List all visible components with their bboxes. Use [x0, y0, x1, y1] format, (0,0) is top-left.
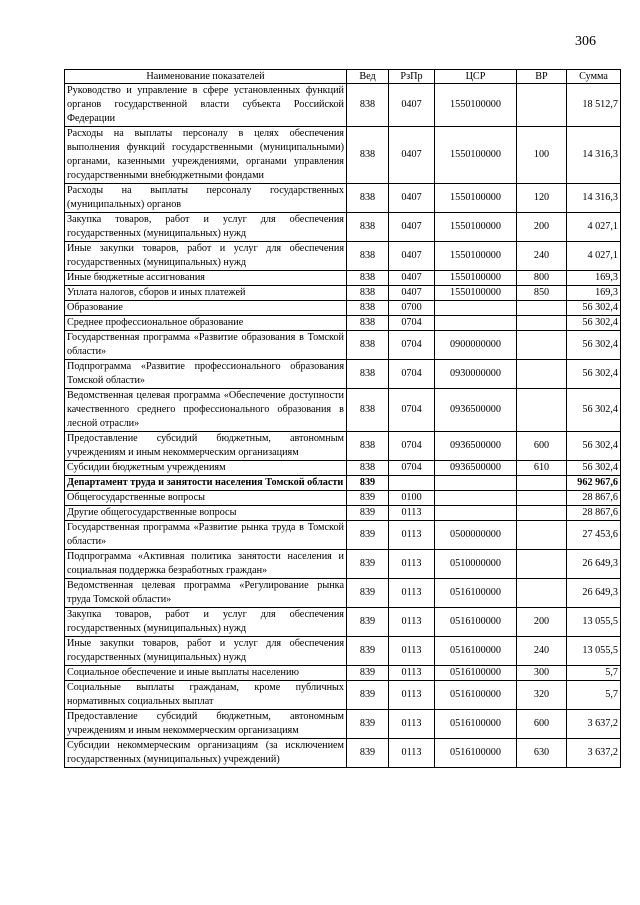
cell-sum: 13 055,5 — [567, 637, 621, 666]
cell-sum: 962 967,6 — [567, 476, 621, 491]
cell-name: Иные закупки товаров, работ и услуг для обеспечения государственных (муниципальных) нужд — [65, 242, 347, 271]
cell-rzpr: 0113 — [389, 521, 435, 550]
cell-csr: 0516100000 — [435, 637, 517, 666]
cell-sum: 56 302,4 — [567, 331, 621, 360]
cell-rzpr: 0113 — [389, 739, 435, 768]
cell-sum: 28 867,6 — [567, 491, 621, 506]
cell-rzpr: 0113 — [389, 710, 435, 739]
cell-sum: 56 302,4 — [567, 389, 621, 432]
table-row — [65, 127, 621, 184]
cell-name: Среднее профессиональное образование — [65, 316, 347, 331]
cell-ved: 839 — [347, 579, 389, 608]
cell-ved: 839 — [347, 681, 389, 710]
cell-vr — [517, 476, 567, 491]
cell-sum: 56 302,4 — [567, 461, 621, 476]
cell-sum: 26 649,3 — [567, 579, 621, 608]
cell-vr — [517, 389, 567, 432]
cell-name: Предоставление субсидий бюджетным, автономным учреждениям и иным некоммерческим организациям — [65, 710, 347, 739]
cell-name: Руководство и управление в сфере установленных функций органов государственной власти субъекта Российской Федерации — [65, 84, 347, 127]
cell-vr: 600 — [517, 710, 567, 739]
cell-ved: 838 — [347, 316, 389, 331]
cell-vr: 600 — [517, 432, 567, 461]
cell-ved: 838 — [347, 286, 389, 301]
cell-vr — [517, 579, 567, 608]
cell-vr — [517, 550, 567, 579]
table-row — [65, 184, 621, 213]
cell-csr: 0516100000 — [435, 579, 517, 608]
cell-name: Расходы на выплаты персоналу в целях обеспечения выполнения функций государственными (муниципальными) органами, казенными учреждениями, органами управления государственными внебюджетными фондами — [65, 127, 347, 184]
cell-sum: 169,3 — [567, 271, 621, 286]
cell-ved: 839 — [347, 476, 389, 491]
cell-sum: 27 453,6 — [567, 521, 621, 550]
cell-sum: 3 637,2 — [567, 739, 621, 768]
cell-vr: 240 — [517, 242, 567, 271]
cell-name: Закупка товаров, работ и услуг для обеспечения государственных (муниципальных) нужд — [65, 608, 347, 637]
cell-vr — [517, 301, 567, 316]
cell-name: Образование — [65, 301, 347, 316]
table-row — [65, 286, 621, 301]
cell-ved: 839 — [347, 491, 389, 506]
cell-csr: 0936500000 — [435, 432, 517, 461]
cell-rzpr: 0407 — [389, 271, 435, 286]
cell-csr: 1550100000 — [435, 242, 517, 271]
cell-rzpr: 0113 — [389, 506, 435, 521]
cell-csr: 0900000000 — [435, 331, 517, 360]
cell-rzpr: 0113 — [389, 608, 435, 637]
cell-vr: 610 — [517, 461, 567, 476]
cell-csr: 0516100000 — [435, 710, 517, 739]
table-row — [65, 637, 621, 666]
cell-csr: 0516100000 — [435, 739, 517, 768]
cell-ved: 838 — [347, 432, 389, 461]
table-row — [65, 242, 621, 271]
table-row — [65, 608, 621, 637]
cell-vr — [517, 360, 567, 389]
cell-csr: 0936500000 — [435, 389, 517, 432]
cell-csr: 1550100000 — [435, 286, 517, 301]
table-header-row — [65, 70, 621, 84]
cell-vr: 300 — [517, 666, 567, 681]
cell-name: Расходы на выплаты персоналу государственных (муниципальных) органов — [65, 184, 347, 213]
cell-rzpr: 0704 — [389, 389, 435, 432]
cell-sum: 14 316,3 — [567, 127, 621, 184]
table-row — [65, 461, 621, 476]
cell-sum: 3 637,2 — [567, 710, 621, 739]
cell-name: Субсидии некоммерческим организациям (за исключением государственных (муниципальных) учреждений) — [65, 739, 347, 768]
cell-sum: 169,3 — [567, 286, 621, 301]
cell-csr: 1550100000 — [435, 213, 517, 242]
table-row — [65, 432, 621, 461]
cell-name: Предоставление субсидий бюджетным, автономным учреждениям и иным некоммерческим организациям — [65, 432, 347, 461]
cell-csr: 1550100000 — [435, 271, 517, 286]
cell-rzpr: 0100 — [389, 491, 435, 506]
table-row — [65, 579, 621, 608]
cell-vr — [517, 506, 567, 521]
cell-rzpr: 0407 — [389, 184, 435, 213]
cell-ved: 838 — [347, 271, 389, 286]
cell-sum: 56 302,4 — [567, 316, 621, 331]
cell-name: Иные бюджетные ассигнования — [65, 271, 347, 286]
budget-table — [64, 69, 621, 768]
cell-csr: 1550100000 — [435, 127, 517, 184]
table-row — [65, 331, 621, 360]
cell-csr — [435, 491, 517, 506]
cell-ved: 838 — [347, 360, 389, 389]
cell-vr — [517, 331, 567, 360]
cell-ved: 839 — [347, 739, 389, 768]
cell-sum: 26 649,3 — [567, 550, 621, 579]
cell-ved: 839 — [347, 710, 389, 739]
cell-rzpr: 0113 — [389, 637, 435, 666]
cell-rzpr: 0113 — [389, 681, 435, 710]
cell-sum: 4 027,1 — [567, 242, 621, 271]
cell-rzpr: 0407 — [389, 286, 435, 301]
cell-sum: 56 302,4 — [567, 360, 621, 389]
cell-name: Субсидии бюджетным учреждениям — [65, 461, 347, 476]
header-rzpr: РзПр — [389, 70, 435, 84]
cell-sum: 18 512,7 — [567, 84, 621, 127]
cell-ved: 838 — [347, 301, 389, 316]
page-number: 306 — [575, 34, 596, 49]
cell-rzpr: 0407 — [389, 213, 435, 242]
cell-csr: 0936500000 — [435, 461, 517, 476]
cell-csr: 0516100000 — [435, 666, 517, 681]
cell-sum: 28 867,6 — [567, 506, 621, 521]
cell-vr — [517, 84, 567, 127]
cell-sum: 56 302,4 — [567, 301, 621, 316]
cell-vr: 850 — [517, 286, 567, 301]
cell-ved: 839 — [347, 666, 389, 681]
cell-vr: 100 — [517, 127, 567, 184]
table-row — [65, 681, 621, 710]
cell-csr: 1550100000 — [435, 84, 517, 127]
table-row — [65, 666, 621, 681]
cell-rzpr: 0113 — [389, 550, 435, 579]
cell-name: Социальное обеспечение и иные выплаты населению — [65, 666, 347, 681]
table-row — [65, 360, 621, 389]
cell-ved: 839 — [347, 521, 389, 550]
cell-csr: 0516100000 — [435, 608, 517, 637]
cell-rzpr: 0704 — [389, 461, 435, 476]
cell-csr: 0510000000 — [435, 550, 517, 579]
table-row — [65, 389, 621, 432]
cell-name: Иные закупки товаров, работ и услуг для обеспечения государственных (муниципальных) нужд — [65, 637, 347, 666]
cell-vr: 800 — [517, 271, 567, 286]
cell-name: Ведомственная целевая программа «Обеспечение доступности качественного среднего профессионального образования в лесной отрасли» — [65, 389, 347, 432]
table-row — [65, 213, 621, 242]
table-row — [65, 84, 621, 127]
cell-csr — [435, 476, 517, 491]
table-row — [65, 271, 621, 286]
cell-vr: 240 — [517, 637, 567, 666]
cell-sum: 14 316,3 — [567, 184, 621, 213]
cell-sum: 13 055,5 — [567, 608, 621, 637]
cell-rzpr: 0704 — [389, 360, 435, 389]
cell-rzpr: 0113 — [389, 579, 435, 608]
cell-sum: 5,7 — [567, 666, 621, 681]
cell-ved: 838 — [347, 127, 389, 184]
cell-vr — [517, 491, 567, 506]
cell-rzpr: 0700 — [389, 301, 435, 316]
cell-rzpr: 0704 — [389, 331, 435, 360]
table-row — [65, 550, 621, 579]
cell-sum: 5,7 — [567, 681, 621, 710]
header-sum: Сумма — [567, 70, 621, 84]
cell-rzpr — [389, 476, 435, 491]
cell-csr — [435, 301, 517, 316]
table-row — [65, 491, 621, 506]
cell-rzpr: 0113 — [389, 666, 435, 681]
cell-vr: 200 — [517, 213, 567, 242]
header-ved: Вед — [347, 70, 389, 84]
cell-ved: 838 — [347, 184, 389, 213]
header-name: Наименование показателей — [65, 70, 347, 84]
cell-name: Департамент труда и занятости населения Томской области — [65, 476, 347, 491]
cell-name: Закупка товаров, работ и услуг для обеспечения государственных (муниципальных) нужд — [65, 213, 347, 242]
cell-ved: 839 — [347, 637, 389, 666]
table-row — [65, 739, 621, 768]
cell-sum: 56 302,4 — [567, 432, 621, 461]
cell-csr — [435, 316, 517, 331]
cell-vr: 200 — [517, 608, 567, 637]
cell-rzpr: 0407 — [389, 242, 435, 271]
cell-name: Другие общегосударственные вопросы — [65, 506, 347, 521]
table-row — [65, 301, 621, 316]
cell-ved: 838 — [347, 389, 389, 432]
cell-ved: 838 — [347, 461, 389, 476]
table-row — [65, 316, 621, 331]
header-csr: ЦСР — [435, 70, 517, 84]
cell-name: Общегосударственные вопросы — [65, 491, 347, 506]
cell-ved: 839 — [347, 506, 389, 521]
header-vr: ВР — [517, 70, 567, 84]
cell-rzpr: 0407 — [389, 84, 435, 127]
cell-name: Подпрограмма «Развитие профессионального образования Томской области» — [65, 360, 347, 389]
cell-ved: 838 — [347, 213, 389, 242]
cell-ved: 839 — [347, 550, 389, 579]
cell-vr: 320 — [517, 681, 567, 710]
cell-name: Ведомственная целевая программа «Регулирование рынка труда Томской области» — [65, 579, 347, 608]
cell-rzpr: 0704 — [389, 316, 435, 331]
cell-csr: 0930000000 — [435, 360, 517, 389]
cell-csr: 1550100000 — [435, 184, 517, 213]
cell-name: Уплата налогов, сборов и иных платежей — [65, 286, 347, 301]
table-row — [65, 476, 621, 491]
cell-ved: 839 — [347, 608, 389, 637]
cell-ved: 838 — [347, 84, 389, 127]
cell-vr — [517, 521, 567, 550]
cell-ved: 838 — [347, 331, 389, 360]
table-row — [65, 710, 621, 739]
cell-vr: 120 — [517, 184, 567, 213]
cell-vr — [517, 316, 567, 331]
cell-csr: 0516100000 — [435, 681, 517, 710]
cell-name: Подпрограмма «Активная политика занятости населения и социальная поддержка безработных граждан» — [65, 550, 347, 579]
cell-rzpr: 0407 — [389, 127, 435, 184]
cell-name: Социальные выплаты гражданам, кроме публичных нормативных социальных выплат — [65, 681, 347, 710]
cell-sum: 4 027,1 — [567, 213, 621, 242]
cell-vr: 630 — [517, 739, 567, 768]
cell-rzpr: 0704 — [389, 432, 435, 461]
cell-name: Государственная программа «Развитие образования в Томской области» — [65, 331, 347, 360]
table-body — [65, 84, 621, 768]
table-row — [65, 521, 621, 550]
cell-name: Государственная программа «Развитие рынка труда в Томской области» — [65, 521, 347, 550]
cell-ved: 838 — [347, 242, 389, 271]
cell-csr — [435, 506, 517, 521]
cell-csr: 0500000000 — [435, 521, 517, 550]
table-row — [65, 506, 621, 521]
